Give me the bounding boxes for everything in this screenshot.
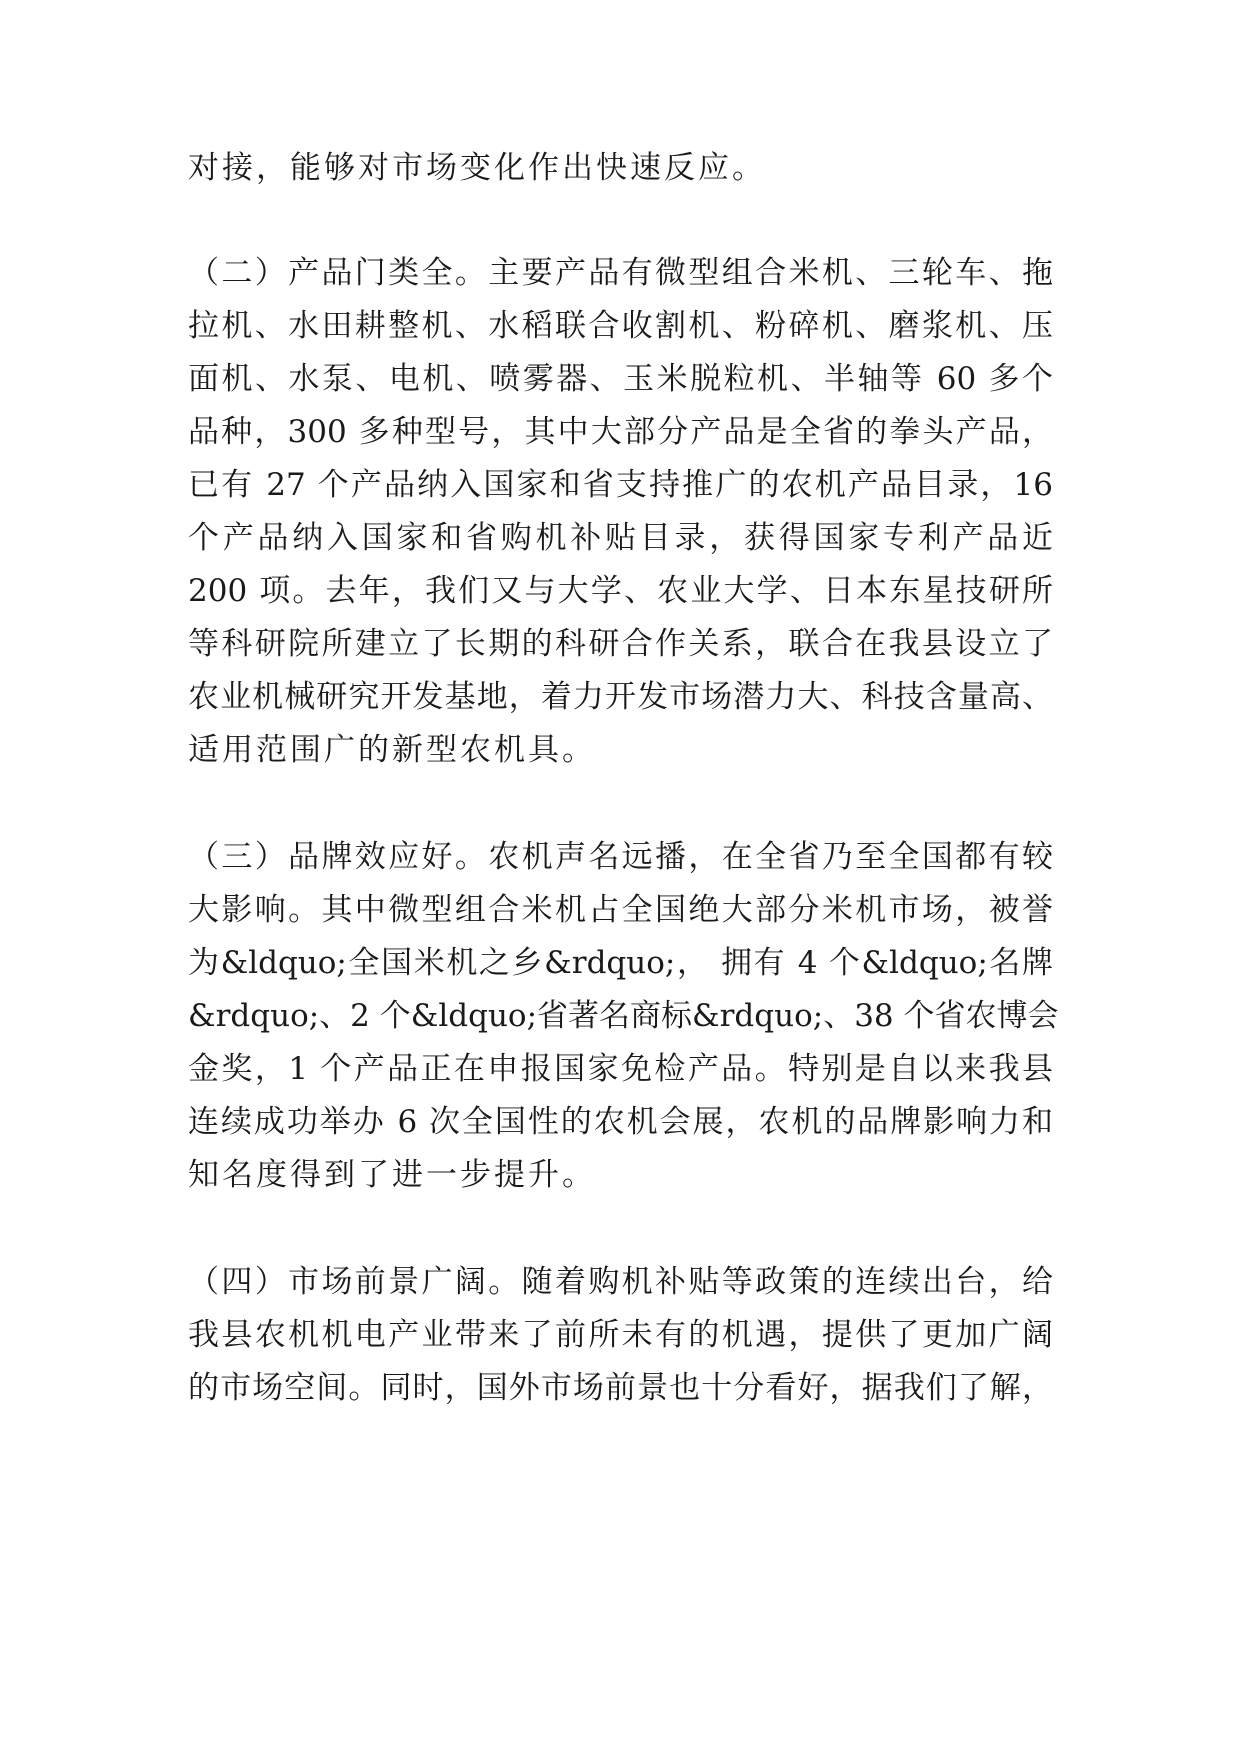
text-line: （三）品牌效应好。农机声名远播，在全省乃至全国都有较 [188,839,1053,875]
text-line: 金奖，1 个产品正在申报国家免检产品。特别是自以来我县 [188,1051,1053,1087]
text-line: 已有 27 个产品纳入国家和省支持推广的农机产品目录，16 [188,467,1053,503]
text-line: （四）市场前景广阔。随着购机补贴等政策的连续出台，给 [188,1264,1053,1300]
text-line: 对接，能够对市场变化作出快速反应。 [188,150,766,186]
text-line: 我县农机机电产业带来了前所未有的机遇，提供了更加广阔 [188,1317,1053,1353]
text-line: 等科研院所建立了长期的科研合作关系，联合在我县设立了 [188,626,1053,662]
text-line: 200 项。去年，我们又与大学、农业大学、日本东星技研所 [188,573,1053,609]
text-line: （二）产品门类全。主要产品有微型组合米机、三轮车、拖 [188,255,1053,291]
text-line: 面机、水泵、电机、喷雾器、玉米脱粒机、半轴等 60 多个 [188,361,1053,397]
text-line: 知名度得到了进一步提升。 [188,1157,596,1193]
text-line: 拉机、水田耕整机、水稻联合收割机、粉碎机、磨浆机、压 [188,308,1053,344]
text-line: &rdquo;、2 个&ldquo;省著名商标&rdquo;、38 个省农博会 [188,998,1059,1034]
text-line: 品种，300 多种型号，其中大部分产品是全省的拳头产品， [188,414,1053,450]
text-line: 大影响。其中微型组合米机占全国绝大部分米机市场，被誉 [188,892,1053,928]
text-line: 的市场空间。同时，国外市场前景也十分看好，据我们了解， [188,1370,1053,1406]
text-line: 个产品纳入国家和省购机补贴目录，获得国家专利产品近 [188,520,1053,556]
text-line: 适用范围广的新型农机具。 [188,732,596,768]
text-line: 为&ldquo;全国米机之乡&rdquo;， 拥有 4 个&ldquo;名牌 [188,945,1053,981]
text-line: 连续成功举办 6 次全国性的农机会展，农机的品牌影响力和 [188,1104,1053,1140]
text-line: 农业机械研究开发基地，着力开发市场潜力大、科技含量高、 [188,679,1053,715]
